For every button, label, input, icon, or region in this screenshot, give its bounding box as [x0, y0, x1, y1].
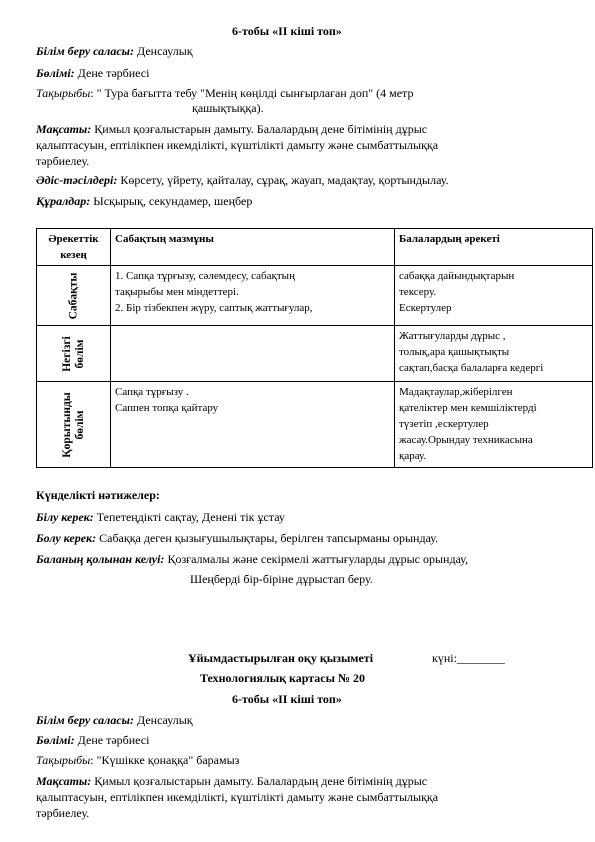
activity-line: толық,ара қашықтықты	[399, 346, 510, 358]
activity-line: түзетіп ,ескертулер	[399, 418, 489, 430]
activity-line: сабаққа дайындықтарын	[399, 270, 515, 282]
goal-line-3: тәрбиелеу.	[36, 154, 90, 168]
group-title-2: 6-тобы «ІІ кіші топ»	[232, 692, 342, 706]
goal-label-2: Мақсаты:	[36, 774, 92, 788]
be-line	[36, 531, 438, 546]
topic-value: : " Тура бағытта тебу "Менің көңілді сынғырлаған доп" (4 метр	[90, 86, 414, 100]
methods-value: Көрсету, үйрету, қайталау, сұрақ, жауап, мадақтау, қортындылау.	[117, 173, 449, 187]
activity-cell	[395, 326, 593, 382]
activity-line: тексеру.	[399, 286, 437, 298]
skill-value-continued: Шеңберді бір-біріне дұрыстап беру.	[190, 572, 373, 586]
activity-line: сақтап,басқа балаларға кедергі	[399, 362, 544, 374]
education-field-line-2	[36, 713, 193, 728]
content-cell	[111, 326, 395, 382]
skill-value: Қозғалмалы және секірмелі жаттығуларды дұрыс орындау,	[164, 552, 469, 566]
stage-cell	[37, 382, 111, 468]
activity-line: Ескертулер	[399, 302, 452, 314]
stage-cell	[37, 326, 111, 382]
goal-line-2: қалыптасуын, ептілікпен икемділікті, күштілікті дамыту және сымбаттылыққа	[36, 138, 439, 152]
header-content: Сабақтың мазмұны	[111, 229, 395, 266]
group-title: 6-тобы «ІІ кіші топ»	[232, 24, 342, 38]
activity-cell	[395, 382, 593, 468]
table-row	[37, 326, 593, 382]
section-line-2	[36, 733, 149, 748]
tools-line	[36, 194, 252, 209]
goal-line-1	[36, 122, 427, 137]
results-heading: Күнделікті нәтижелер:	[36, 488, 160, 502]
activity-cell	[395, 266, 593, 326]
goal-line-2-3: тәрбиелеу.	[36, 806, 90, 820]
table-header-row	[37, 229, 593, 266]
section-line	[36, 66, 149, 81]
education-field-line	[36, 44, 193, 59]
goal-text-2-1: Қимыл қозғалыстарын дамыту. Балалардың дене бітімінің дұрыс	[91, 774, 428, 788]
day-label: күні:________	[432, 651, 505, 665]
content-line: 2. Бір тізбекпен жүру, саптық жаттығулар,	[115, 302, 313, 314]
header-stage: Әрекеттік кезең	[37, 229, 111, 266]
education-field-label: Білім беру саласы:	[36, 44, 134, 58]
goal-line-2-1	[36, 774, 427, 789]
lesson-plan-table	[36, 228, 593, 468]
goal-text-1: Қимыл қозғалыстарын дамыту. Балалардың дене бітімінің дұрыс	[91, 122, 428, 136]
topic-label: Тақырыбы	[36, 86, 91, 100]
education-field-value-2: Денсаулық	[133, 713, 193, 727]
goal-line-2-2: қалыптасуын, ептілікпен икемділікті, күштілікті дамыту және сымбаттылыққа	[36, 790, 439, 804]
stage-label: Сабақты	[67, 272, 79, 319]
section-label-2: Бөлімі:	[36, 733, 75, 747]
topic-label-2: Тақырыбы	[36, 753, 91, 767]
be-label: Болу керек:	[36, 531, 97, 545]
skill-label: Баланың қолынан келуі:	[36, 552, 165, 566]
card-title: Технологиялық картасы № 20	[200, 671, 366, 685]
table-row	[37, 266, 593, 326]
content-cell	[111, 382, 395, 468]
goal-label: Мақсаты:	[36, 122, 92, 136]
header-activity: Балалардың әрекеті	[395, 229, 593, 266]
stage-label: Қорытынды бөлім	[60, 391, 86, 458]
be-value: Сабаққа деген қызығушылықтары, берілген тапсырманы орындау.	[96, 531, 439, 545]
activity-line: қателіктер мен кемшіліктерді	[399, 402, 537, 414]
activity-title: Ұйымдастырылған оқу қызыметі	[188, 651, 374, 665]
topic-value-continued: қашықтыққа).	[192, 101, 264, 115]
topic-line	[36, 86, 413, 101]
content-line: Сапқа тұрғызу .	[115, 386, 189, 398]
stage-label: Негізгі бөлім	[60, 335, 86, 372]
methods-label: Әдіс-тәсілдері:	[36, 173, 118, 187]
methods-line	[36, 173, 449, 188]
topic-value-2: : "Күшікке қонаққа" барамыз	[90, 753, 240, 767]
know-value: Тепетеңдікті сақтау, Денені тік ұстау	[93, 510, 285, 524]
know-label: Білу керек:	[36, 510, 94, 524]
skill-line	[36, 552, 468, 567]
tools-value: Ысқырық, секундамер, шеңбер	[90, 194, 253, 208]
table-row	[37, 382, 593, 468]
education-field-label-2: Білім беру саласы:	[36, 713, 134, 727]
activity-line: жасау.Орындау техникасына	[399, 434, 533, 446]
content-line: 1. Сапқа тұрғызу, сәлемдесу, сабақтың	[115, 270, 295, 282]
content-cell	[111, 266, 395, 326]
stage-cell	[37, 266, 111, 326]
activity-line: Мадақтаулар,жіберілген	[399, 386, 513, 398]
content-line: Саппен топқа қайтару	[115, 402, 219, 414]
know-line	[36, 510, 285, 525]
section-value: Дене тәрбиесі	[74, 66, 150, 80]
content-line: тақырыбы мен міндеттері.	[115, 286, 239, 298]
education-field-value: Денсаулық	[133, 44, 193, 58]
topic-line-2	[36, 753, 239, 768]
activity-line: Жаттығуларды дұрыс ,	[399, 330, 506, 342]
activity-line: қарау.	[399, 450, 427, 462]
section-value-2: Дене тәрбиесі	[74, 733, 150, 747]
tools-label: Құралдар:	[36, 194, 91, 208]
section-label: Бөлімі:	[36, 66, 75, 80]
